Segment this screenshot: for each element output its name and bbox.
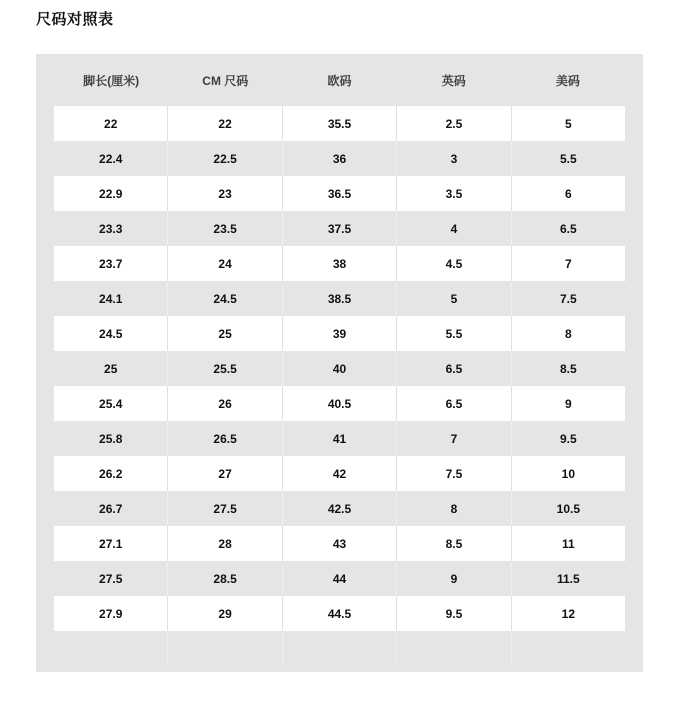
table-cell: 25 bbox=[104, 361, 118, 376]
table-cell: 22.4 bbox=[99, 151, 123, 166]
table-cell: 44 bbox=[282, 561, 396, 596]
header-cell: 美码 bbox=[555, 73, 580, 88]
table-cell: 11.5 bbox=[511, 561, 625, 596]
header-cell: 脚长(厘米) bbox=[83, 73, 140, 88]
table-cell: 27.1 bbox=[99, 536, 123, 551]
table-row bbox=[54, 386, 625, 421]
table-cell: 12 bbox=[511, 596, 625, 631]
table-cell: 23.7 bbox=[99, 256, 123, 271]
table-cell: 5.5 bbox=[511, 141, 625, 176]
table-cell: 8 bbox=[396, 491, 510, 526]
table-cell: 4 bbox=[396, 211, 510, 246]
table-cell: 11 bbox=[511, 526, 625, 561]
header-cell: CM 尺码 bbox=[202, 73, 249, 88]
table-cell: 23 bbox=[167, 176, 281, 211]
table-cell: 27.5 bbox=[99, 571, 123, 586]
table-cell: 27.5 bbox=[167, 491, 281, 526]
table-cell: 8 bbox=[511, 316, 625, 351]
table-cell: 9 bbox=[396, 561, 510, 596]
table-empty-cell bbox=[282, 631, 396, 666]
table-cell: 38 bbox=[282, 246, 396, 281]
table-cell: 5.5 bbox=[396, 316, 510, 351]
table-cell: 24 bbox=[167, 246, 281, 281]
table-cell: 28.5 bbox=[167, 561, 281, 596]
table-row bbox=[54, 491, 625, 526]
table-cell: 37.5 bbox=[282, 211, 396, 246]
table-empty-cell bbox=[167, 631, 281, 666]
table-cell: 22.5 bbox=[167, 141, 281, 176]
table-cell: 4.5 bbox=[396, 246, 510, 281]
table-cell: 6.5 bbox=[396, 351, 510, 386]
table-cell: 6.5 bbox=[511, 211, 625, 246]
table-row bbox=[54, 526, 625, 561]
table-row bbox=[54, 421, 625, 456]
table-cell: 42 bbox=[282, 456, 396, 491]
table-cell: 7.5 bbox=[396, 456, 510, 491]
table-cell: 7 bbox=[511, 246, 625, 281]
table-cell: 40.5 bbox=[282, 386, 396, 421]
table-cell: 6 bbox=[511, 176, 625, 211]
table-cell: 9 bbox=[511, 386, 625, 421]
table-cell: 26.5 bbox=[167, 421, 281, 456]
table-empty-cell bbox=[54, 631, 167, 666]
table-cell: 44.5 bbox=[282, 596, 396, 631]
table-cell: 29 bbox=[167, 596, 281, 631]
table-cell: 5 bbox=[511, 106, 625, 141]
table-cell: 25 bbox=[167, 316, 281, 351]
table-cell: 23.3 bbox=[99, 221, 123, 236]
table-cell: 22 bbox=[167, 106, 281, 141]
table-cell: 22 bbox=[104, 116, 118, 131]
table-cell: 5 bbox=[396, 281, 510, 316]
table-cell: 35.5 bbox=[282, 106, 396, 141]
table-cell: 36.5 bbox=[282, 176, 396, 211]
table-cell: 40 bbox=[282, 351, 396, 386]
table-cell: 9.5 bbox=[396, 596, 510, 631]
size-chart-table bbox=[36, 54, 643, 672]
table-cell: 25.5 bbox=[167, 351, 281, 386]
table-cell: 7 bbox=[396, 421, 510, 456]
table-cell: 25.4 bbox=[99, 396, 123, 411]
table-cell: 6.5 bbox=[396, 386, 510, 421]
table-row bbox=[54, 141, 625, 176]
table-row bbox=[54, 211, 625, 246]
table-cell: 41 bbox=[282, 421, 396, 456]
table-cell: 24.1 bbox=[99, 291, 123, 306]
table-cell: 10 bbox=[511, 456, 625, 491]
header-cell: 欧码 bbox=[327, 73, 352, 88]
table-empty-cell bbox=[396, 631, 510, 666]
table-cell: 27.9 bbox=[99, 606, 123, 621]
table-empty-row bbox=[54, 631, 625, 666]
table-cell: 3 bbox=[396, 141, 510, 176]
table-cell: 25.8 bbox=[99, 431, 123, 446]
table-row bbox=[54, 106, 625, 141]
table-cell: 26 bbox=[167, 386, 281, 421]
table-cell: 10.5 bbox=[511, 491, 625, 526]
table-cell: 28 bbox=[167, 526, 281, 561]
table-cell: 38.5 bbox=[282, 281, 396, 316]
table-header-row bbox=[54, 54, 625, 106]
table-cell: 9.5 bbox=[511, 421, 625, 456]
table-cell: 24.5 bbox=[99, 326, 123, 341]
table-row bbox=[54, 176, 625, 211]
table-cell: 22.9 bbox=[99, 186, 123, 201]
table-cell: 27 bbox=[167, 456, 281, 491]
table-cell: 39 bbox=[282, 316, 396, 351]
table-cell: 7.5 bbox=[511, 281, 625, 316]
table-row bbox=[54, 351, 625, 386]
table-cell: 2.5 bbox=[396, 106, 510, 141]
page-title: 尺码对照表 bbox=[36, 11, 114, 28]
table-row bbox=[54, 246, 625, 281]
table-row bbox=[54, 596, 625, 631]
table-empty-cell bbox=[511, 631, 625, 666]
table-row bbox=[54, 281, 625, 316]
header-cell: 英码 bbox=[441, 73, 466, 88]
table-cell: 36 bbox=[282, 141, 396, 176]
table-cell: 42.5 bbox=[282, 491, 396, 526]
table-cell: 26.2 bbox=[99, 466, 123, 481]
table-body bbox=[54, 106, 625, 666]
table-row bbox=[54, 456, 625, 491]
table-row bbox=[54, 316, 625, 351]
table-cell: 23.5 bbox=[167, 211, 281, 246]
table-cell: 24.5 bbox=[167, 281, 281, 316]
table-cell: 8.5 bbox=[511, 351, 625, 386]
table-cell: 26.7 bbox=[99, 501, 123, 516]
table-row bbox=[54, 561, 625, 596]
table-cell: 43 bbox=[282, 526, 396, 561]
table-cell: 8.5 bbox=[396, 526, 510, 561]
table-cell: 3.5 bbox=[396, 176, 510, 211]
